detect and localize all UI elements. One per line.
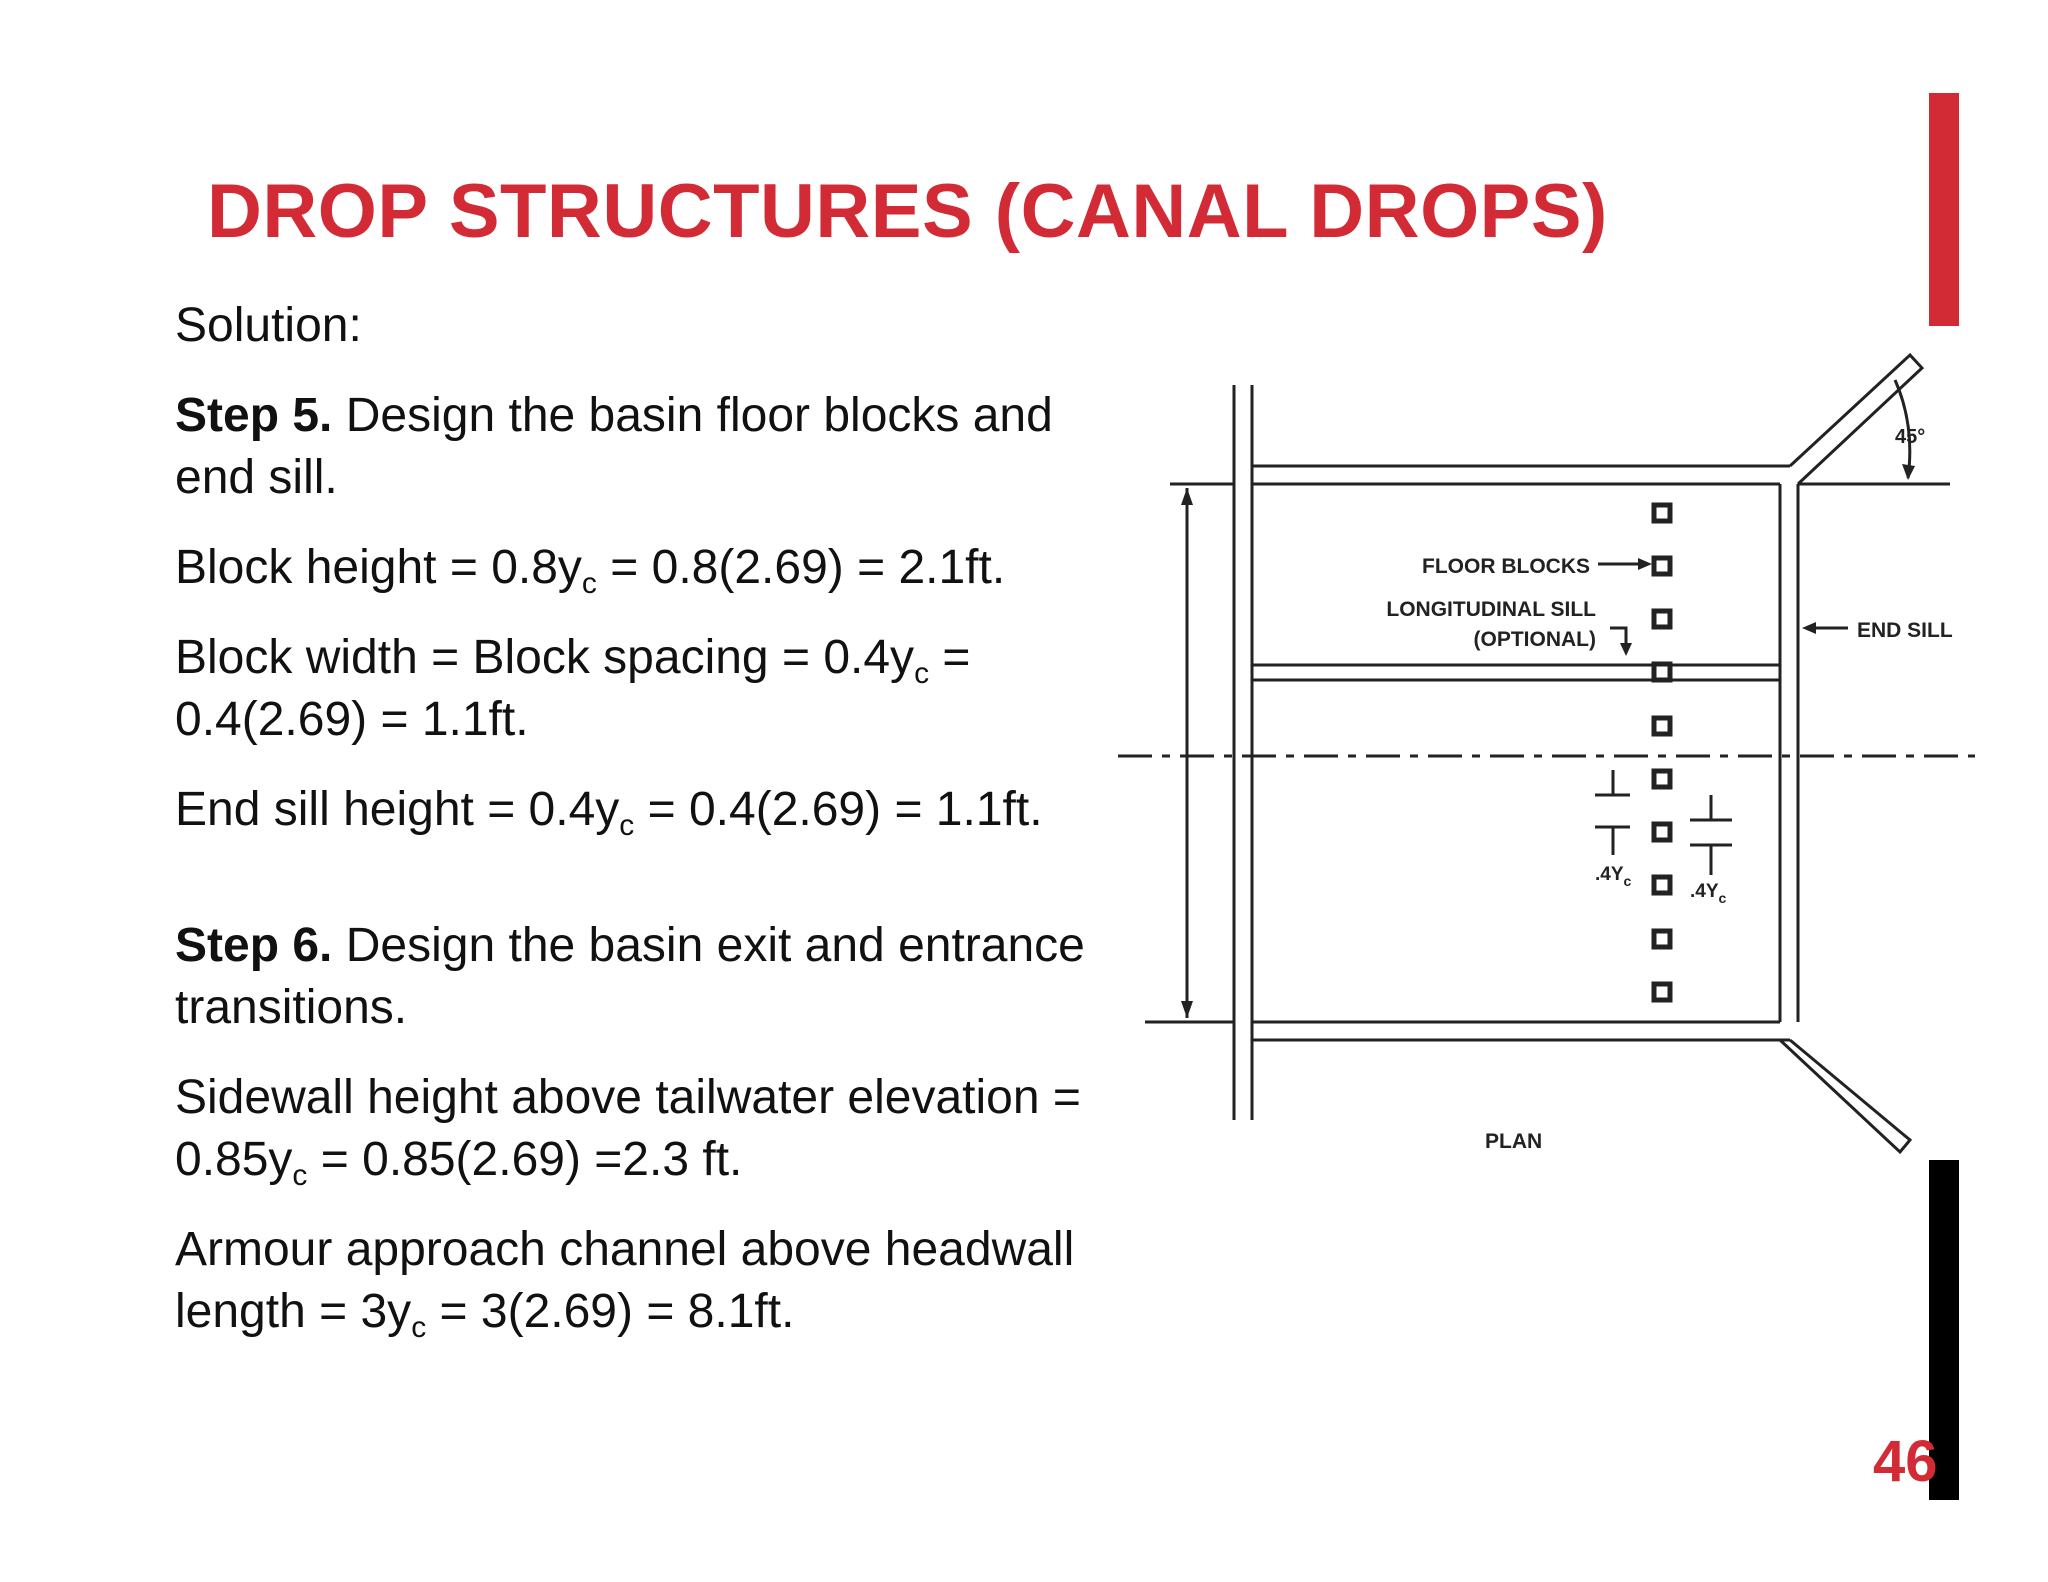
- dimension-arrow-bottom: [1181, 1001, 1193, 1018]
- end-sill-post: = 0.4(2.69) = 1.1ft.: [634, 783, 1043, 836]
- block-height-line: [175, 537, 1135, 599]
- end-sill-arrow: [1802, 622, 1816, 634]
- floor-block: [1654, 558, 1670, 574]
- block-height-sub: c: [581, 567, 597, 600]
- dimension-arrow-top: [1181, 488, 1193, 505]
- block-height-post: = 0.8(2.69) = 2.1ft.: [596, 541, 1006, 594]
- longitudinal-sill-label: LONGITUDINAL SILL: [1386, 598, 1596, 621]
- longitudinal-sill-arrow: [1620, 643, 1632, 656]
- step6-text: Design the basin exit and entrance transitions.: [175, 919, 1085, 1034]
- sidewall-line: [175, 1067, 1135, 1191]
- solution-text: [175, 295, 1135, 1371]
- floor-block: [1654, 931, 1670, 947]
- armour-post: = 3(2.69) = 8.1ft.: [426, 1285, 795, 1338]
- floor-block: [1654, 771, 1670, 787]
- sidewall-pre: Sidewall height above tailwater elevation = 0.85y: [175, 1071, 1081, 1186]
- page-number: 46: [1873, 1429, 1938, 1494]
- dim-left-label: $.4Y_c$: [1595, 864, 1632, 889]
- armour-line: [175, 1219, 1135, 1343]
- floor-blocks-label: FLOOR BLOCKS: [1422, 555, 1590, 578]
- block-width-pre: Block width = Block spacing = 0.4y: [175, 631, 915, 684]
- lower-wing-wall: [1780, 1040, 1910, 1152]
- end-sill-sub: c: [619, 809, 635, 842]
- step5-text: Design the basin floor blocks and end sill.: [175, 389, 1053, 504]
- floor-block: [1654, 611, 1670, 627]
- solution-label: Solution:: [175, 299, 362, 352]
- armour-sub: c: [411, 1311, 427, 1344]
- block-width-post: = 0.4(2.69) = 1.1ft.: [175, 631, 971, 746]
- armour-pre: Armour approach channel above headwall length = 3y: [175, 1223, 1075, 1338]
- floor-block: [1654, 664, 1670, 680]
- end-sill-pre: End sill height = 0.4y: [175, 783, 620, 836]
- floor-block: [1654, 718, 1670, 734]
- end-sill-label: END SILL: [1857, 619, 1953, 642]
- step6-paragraph: [175, 915, 1135, 1039]
- accent-bar-red: [1929, 93, 1959, 326]
- step5-heading: Step 5.: [175, 389, 333, 442]
- optional-label: (OPTIONAL): [1473, 628, 1596, 651]
- floor-block: [1654, 877, 1670, 893]
- step6-heading: Step 6.: [175, 919, 333, 972]
- slide-title: DROP STRUCTURES (CANAL DROPS): [207, 169, 1608, 254]
- plan-label: PLAN: [1485, 1130, 1543, 1153]
- dim-right-label: $.4Y_c$: [1690, 881, 1727, 906]
- stilling-basin-plan-diagram: [1100, 340, 1980, 1170]
- upper-wing-wall: [1790, 355, 1922, 484]
- angle-label: 45°: [1895, 426, 1926, 448]
- sidewall-sub: c: [292, 1159, 308, 1192]
- angle-arrow: [1902, 464, 1915, 480]
- block-width-sub: c: [914, 657, 930, 690]
- sidewall-post: = 0.85(2.69) =2.3 ft.: [307, 1133, 743, 1186]
- floor-blocks-arrow: [1638, 558, 1652, 570]
- block-width-line: [175, 627, 1135, 751]
- block-height-pre: Block height = 0.8y: [175, 541, 582, 594]
- end-sill-line: [175, 779, 1135, 841]
- floor-block: [1654, 984, 1670, 1000]
- floor-block: [1654, 824, 1670, 840]
- floor-block: [1654, 505, 1670, 521]
- step5-paragraph: [175, 385, 1135, 509]
